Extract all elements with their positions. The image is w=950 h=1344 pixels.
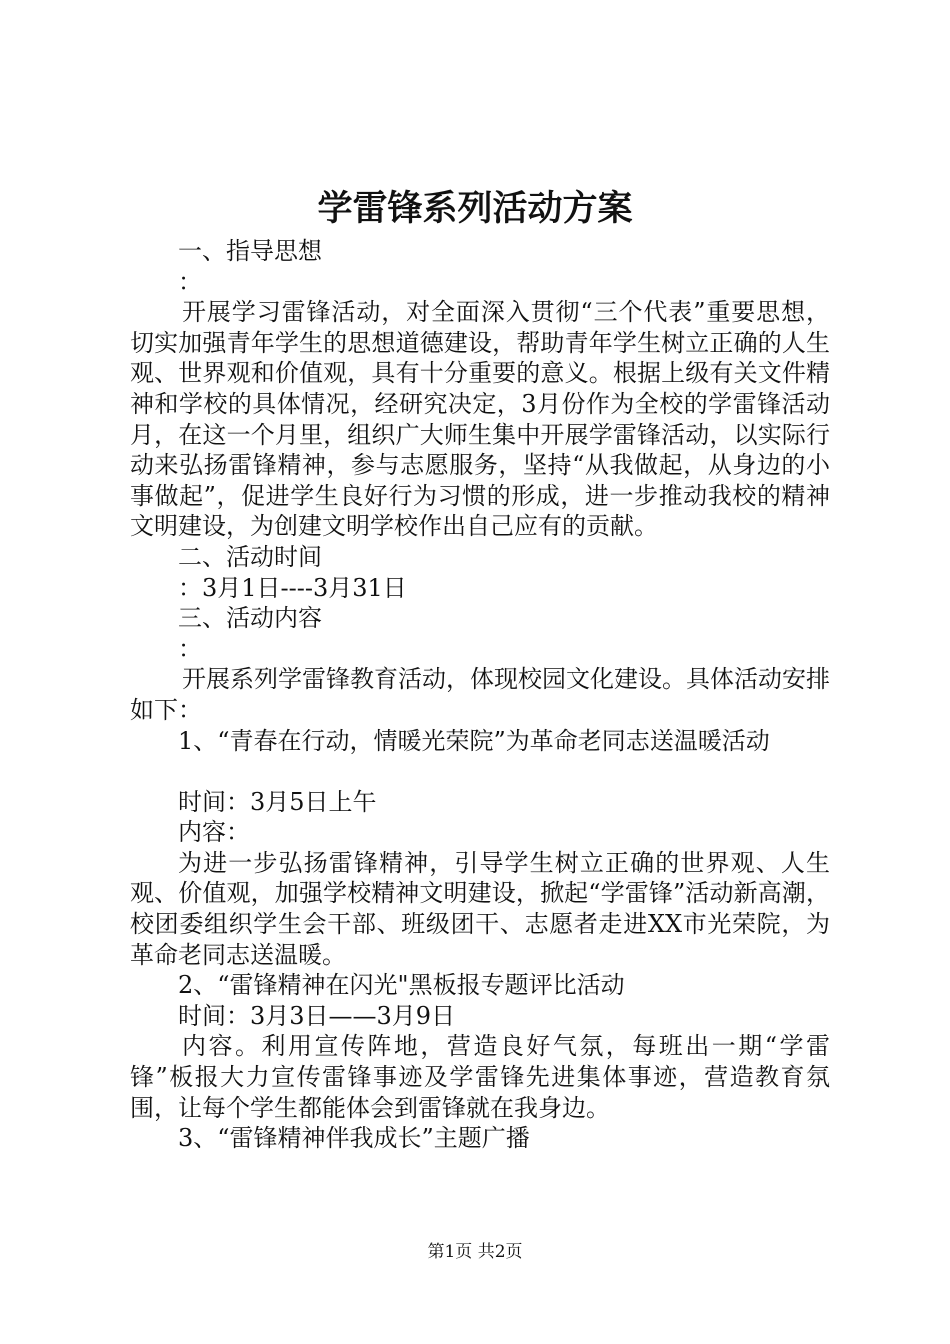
item-2-title: 2、“雷锋精神在闪光"黑板报专题评比活动 xyxy=(178,971,625,1000)
section-1-colon: ： xyxy=(178,267,202,296)
section-3-colon: ： xyxy=(178,634,202,663)
document-body xyxy=(130,236,830,1154)
section-2-heading: 二、活动时间 xyxy=(178,542,322,571)
document-title: 学雷锋系列活动方案 xyxy=(317,188,633,229)
item-1-time: 时间：3月5日上午 xyxy=(178,787,377,816)
section-2-time: ：3月1日----3月31日 xyxy=(178,573,407,602)
item-2-time: 时间：3月3日——3月9日 xyxy=(178,1001,456,1030)
item-1-content-label: 内容： xyxy=(178,818,250,847)
item-1-content: 为进一步弘扬雷锋精神，引导学生树立正确的世界观、人生观、价值观，加强学校精神文明建设，掀起“学雷锋”活动新高潮，校团委组织学生会干部、班级团干、志愿者走进XX市光荣院，为革命老同志送温暖。 xyxy=(130,848,830,969)
blank-line xyxy=(130,756,830,787)
section-1-heading: 一、指导思想 xyxy=(178,237,322,265)
item-3-title: 3、“雷锋精神伴我成长”主题广播 xyxy=(178,1124,530,1153)
page-footer: 第1页 共2页 xyxy=(427,1242,523,1262)
section-3-heading: 三、活动内容 xyxy=(178,604,322,633)
section-3-intro: 开展系列学雷锋教育活动，体现校园文化建设。具体活动安排如下： xyxy=(130,665,830,724)
item-2-content: 内容。利用宣传阵地，营造良好气氛，每班出一期“学雷锋”板报大力宣传雷锋事迹及学雷锋先进集体事迹，营造教育氛围，让每个学生都能体会到雷锋就在我身边。 xyxy=(130,1032,830,1122)
section-1-body: 开展学习雷锋活动，对全面深入贯彻“三个代表”重要思想，切实加强青年学生的思想道德建设，帮助青年学生树立正确的人生观、世界观和价值观，具有十分重要的意义。根据上级有关文件精神和学校的具体情况，经研究决定，3月份作为全校的学雷锋活动月，在这一个月里，组织广大师生集中开展学雷锋活动，以实际行动来弘扬雷锋精神，参与志愿服务，坚持“从我做起，从身边的小事做起”，促进学生良好行为习惯的形成，进一步推动我校的精神文明建设，为创建文明学校作出自己应有的贡献。 xyxy=(130,298,830,541)
item-1-title: 1、“青春在行动，情暖光荣院”为革命老同志送温暖活动 xyxy=(178,726,770,755)
